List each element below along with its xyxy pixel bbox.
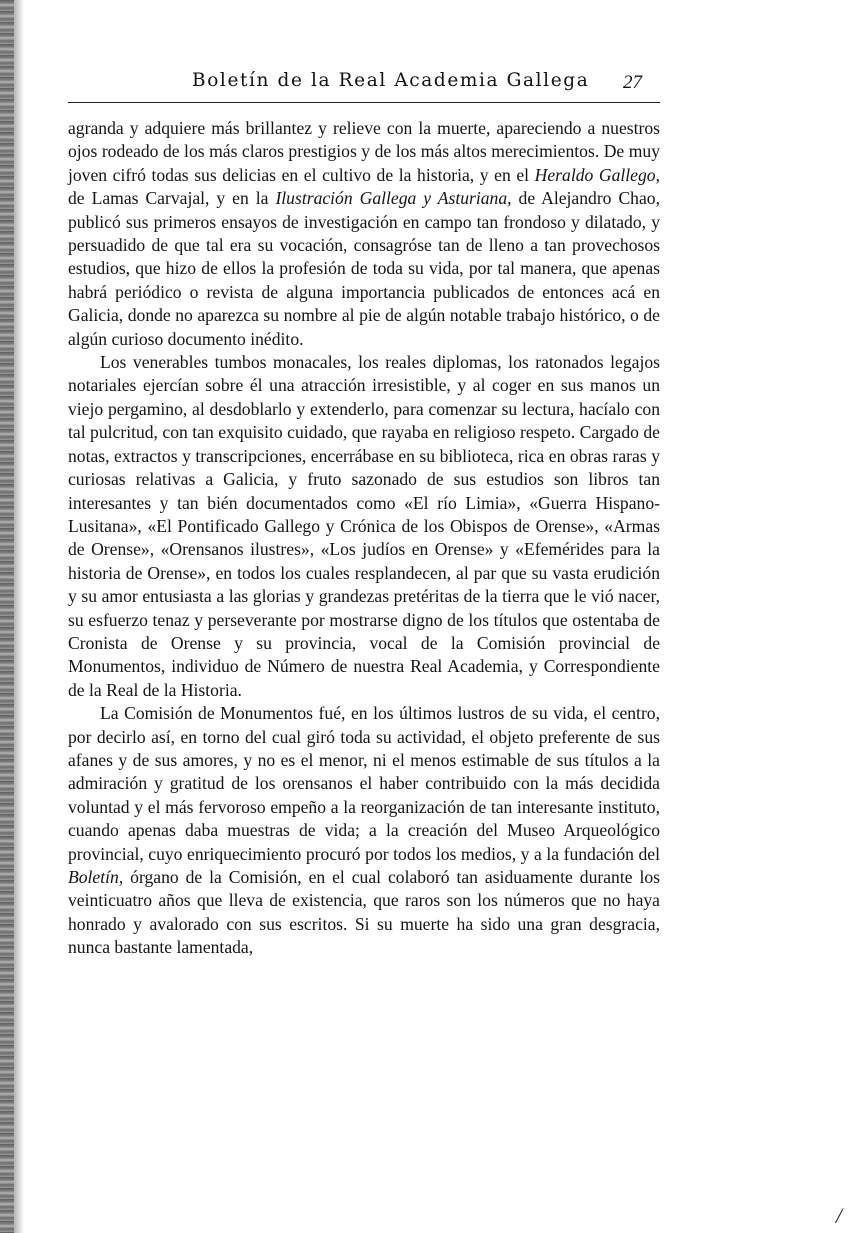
body-text [68, 117, 660, 960]
paragraph-3-text-b: órgano de la Comisión, en el cual colaboró tan asiduamente durante los veinticuatro años que lleva de existencia, que raros son los números que no haya honrado y avalorado con sus escritos. Si su muerte ha sido una gran desgracia, nunca bastante lamentada, [68, 867, 660, 958]
heraldo-gallego-title: Heraldo Gallego [534, 164, 656, 185]
page-header [68, 68, 660, 103]
paragraph-1-text-a: agranda y adquiere más brillantez y relieve con la muerte, apareciendo a nuestros ojos rodeado de los más claros prestigios y de los más altos merecimientos. De muy joven cifró todas sus delicias en el cultivo de la historia, y en el [68, 118, 660, 185]
paragraph-1-text-b: , de Lamas Carvajal, y en la [68, 164, 660, 209]
paragraph-3 [68, 702, 660, 959]
paragraph-2: Los venerables tumbos monacales, los reales diplomas, los ratonados legajos notariales ejercían sobre él una atracción irresistible, y al coger en sus manos un viejo pergamino, al desdoblarlo y extenderlo, para comenzar su lectura, hacíalo con tal pulcritud, con tan exquisito cuidado, que rayaba en religioso respeto. Cargado de notas, extractos y transcripciones, encerrábase en su biblioteca, rica en obras raras y curiosas relativas a Galicia, y fruto sazonado de sus estudios son libros tan interesantes y tan bién documentados como «El río Limia», «Guerra Hispano-Lusitana», «El Pontificado Gallego y Crónica de los Obispos de Orense», «Armas de Orense», «Orensanos ilustres», «Los judíos en Orense» y «Efemérides para la historia de Orense», en todos los cuales resplandecen, al par que su vasta erudición y su amor entusiasta a las glorias y grandezas pretéritas de la tierra que le vió nacer, su esfuerzo tenaz y perseverante por mostrarse digno de los títulos que ostentaba de Cronista de Orense y su provincia, vocal de la Comisión provincial de Monumentos, individuo de Número de nuestra Real Academia, y Correspondiente de la Real de la Historia. [68, 352, 660, 700]
margin-mark: / [835, 1203, 842, 1228]
boletin-title: Boletín, [68, 867, 124, 887]
binding-shadow [14, 0, 24, 1233]
page-number: 27 [623, 72, 642, 93]
binding-edge [0, 0, 14, 1233]
ilustracion-gallega-title: Ilustración Gallega y Asturiana, [275, 188, 512, 209]
paragraph-1 [68, 117, 660, 351]
paragraph-3-text-a: La Comisión de Monumentos fué, en los últimos lustros de su vida, el centro, por decirlo así, en torno del cual giró toda su actividad, el objeto preferente de sus afanes y de sus amores, y no es el menor, ni el menos estimable de sus títulos a la admiración y gratitud de los orensanos el haber contribuido con la más decidida voluntad y el más fervoroso empeño a la reorganización de tan interesante instituto, cuando apenas daba muestras de vida; a la creación del Museo Arqueológico provincial, cuyo enriquecimiento procuró por todos los medios, y a la fundación del [68, 703, 660, 864]
running-title: Boletín de la Real Academia Gallega [192, 70, 590, 91]
paragraph-1-text-c: de Alejandro Chao, publicó sus primeros ensayos de investigación en campo tan frondoso y dilatado, y persuadido de que tal era su vocación, consagróse tan de lleno a tan provechosos estudios, que hizo de ellos la profesión de toda su vida, por tal manera, que apenas habrá periódico o revista de alguna importancia publicados de entonces acá en Galicia, donde no aparezca su nombre al pie de algún notable trabajo histórico, o de algún curioso documento inédito. [68, 188, 660, 349]
